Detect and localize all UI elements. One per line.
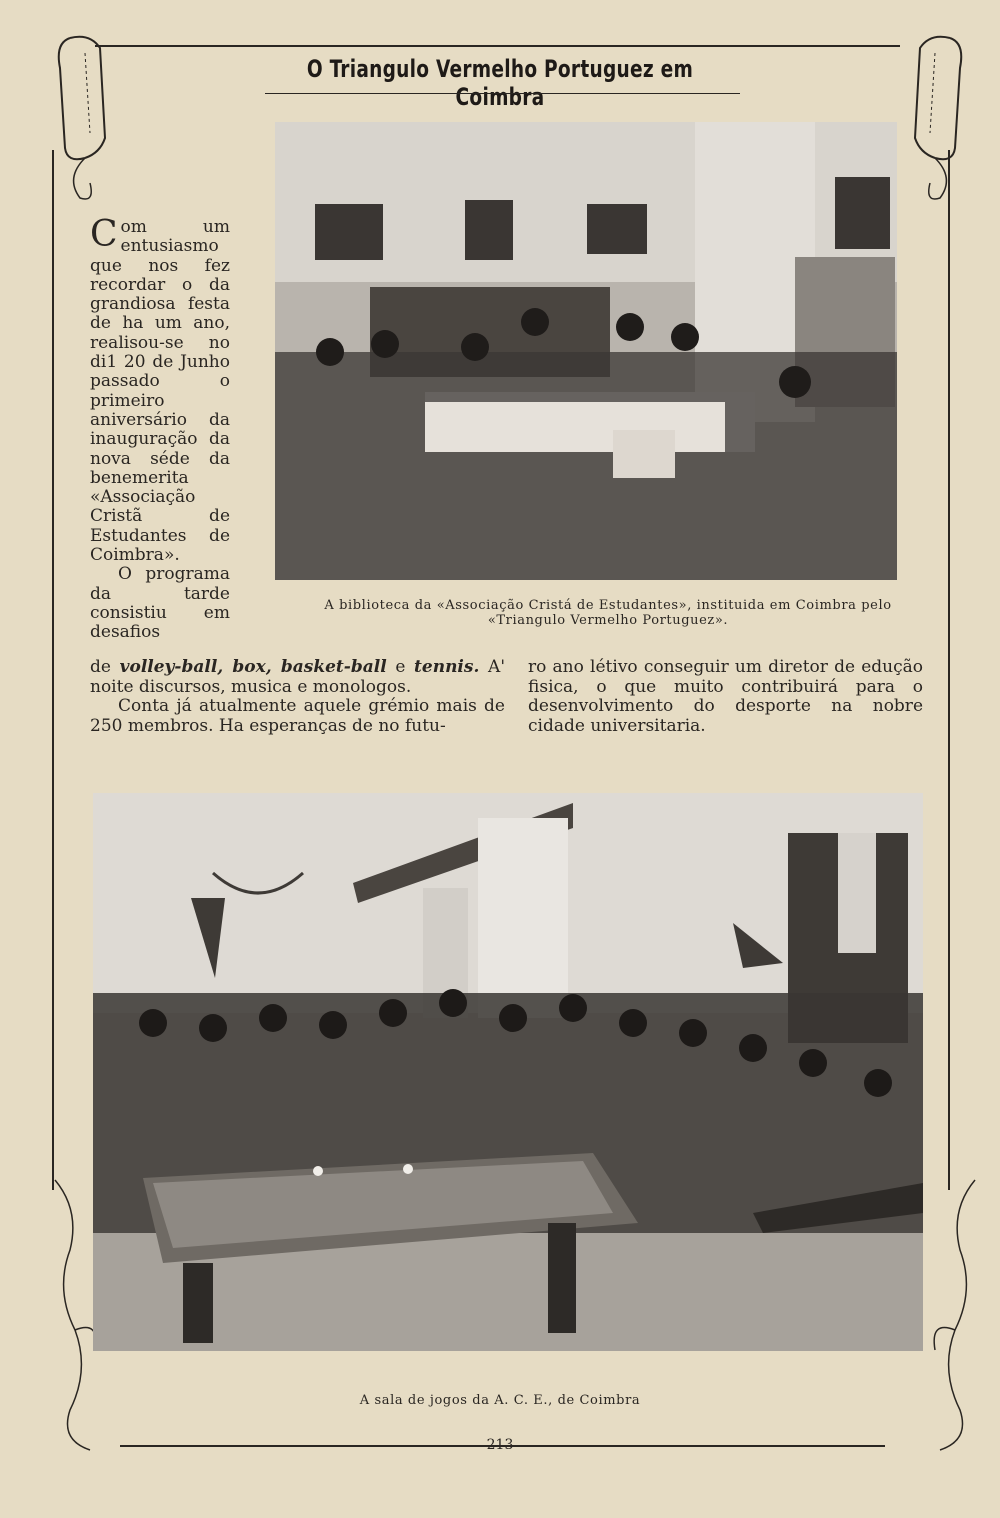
billiards-photo-icon xyxy=(93,793,923,1351)
library-caption: A biblioteca da «Associação Cristá de Estudantes», instituida em Coimbra pelo «Triangulo Vermelho Portuguez». xyxy=(324,598,892,628)
program-paragraph-end xyxy=(90,658,505,697)
members-paragraph-continued: ro ano létivo conseguir um diretor de edução fisica, o que muito contribuirá para o desenvolvimento do desporte na nobre cidade universitaria. xyxy=(528,657,923,736)
program-paragraph-start: O programa da tarde consistiu em desafios xyxy=(90,564,230,643)
program-text-post: A' noite discursos, musica e monologos. xyxy=(90,657,505,697)
page-number: 213 xyxy=(486,1437,514,1453)
library-photo-icon xyxy=(275,122,897,580)
frame-top-rule xyxy=(95,45,900,47)
scroll-ornament-left-icon xyxy=(45,28,135,208)
program-text-pre: de xyxy=(90,657,120,677)
intro-paragraph: om um entusiasmo que nos fez recordar o da grandiosa festa de ha um ano, realisou-se no di1 20 de Junho passado o primeiro aniversário da inauguração da nova séde da benemerita «Associação Cristã de Estudantes de Coimbra». xyxy=(90,217,230,566)
sport-tennis: tennis. xyxy=(414,657,480,677)
games-room-caption: A sala de jogos da A. C. E., de Coimbra xyxy=(359,1393,641,1408)
text-column-right xyxy=(528,658,923,736)
title-underline xyxy=(265,93,740,94)
page-title: O Triangulo Vermelho Portuguez em Coimbra xyxy=(306,55,694,111)
frame-left-rule xyxy=(52,150,54,1190)
members-paragraph: Conta já atualmente aquele grémio mais de 250 membros. Ha esperanças de no futu- xyxy=(90,696,505,736)
library-photo xyxy=(275,122,897,580)
sports-list: volley-ball, box, basket-ball xyxy=(119,657,387,677)
program-text-and: e xyxy=(386,657,415,677)
scroll-ornament-right-icon xyxy=(885,28,975,208)
intro-column xyxy=(90,214,230,643)
frame-right-rule xyxy=(948,150,950,1190)
drop-cap: C xyxy=(90,214,118,255)
games-room-photo xyxy=(93,793,923,1351)
text-column-left xyxy=(90,658,505,736)
